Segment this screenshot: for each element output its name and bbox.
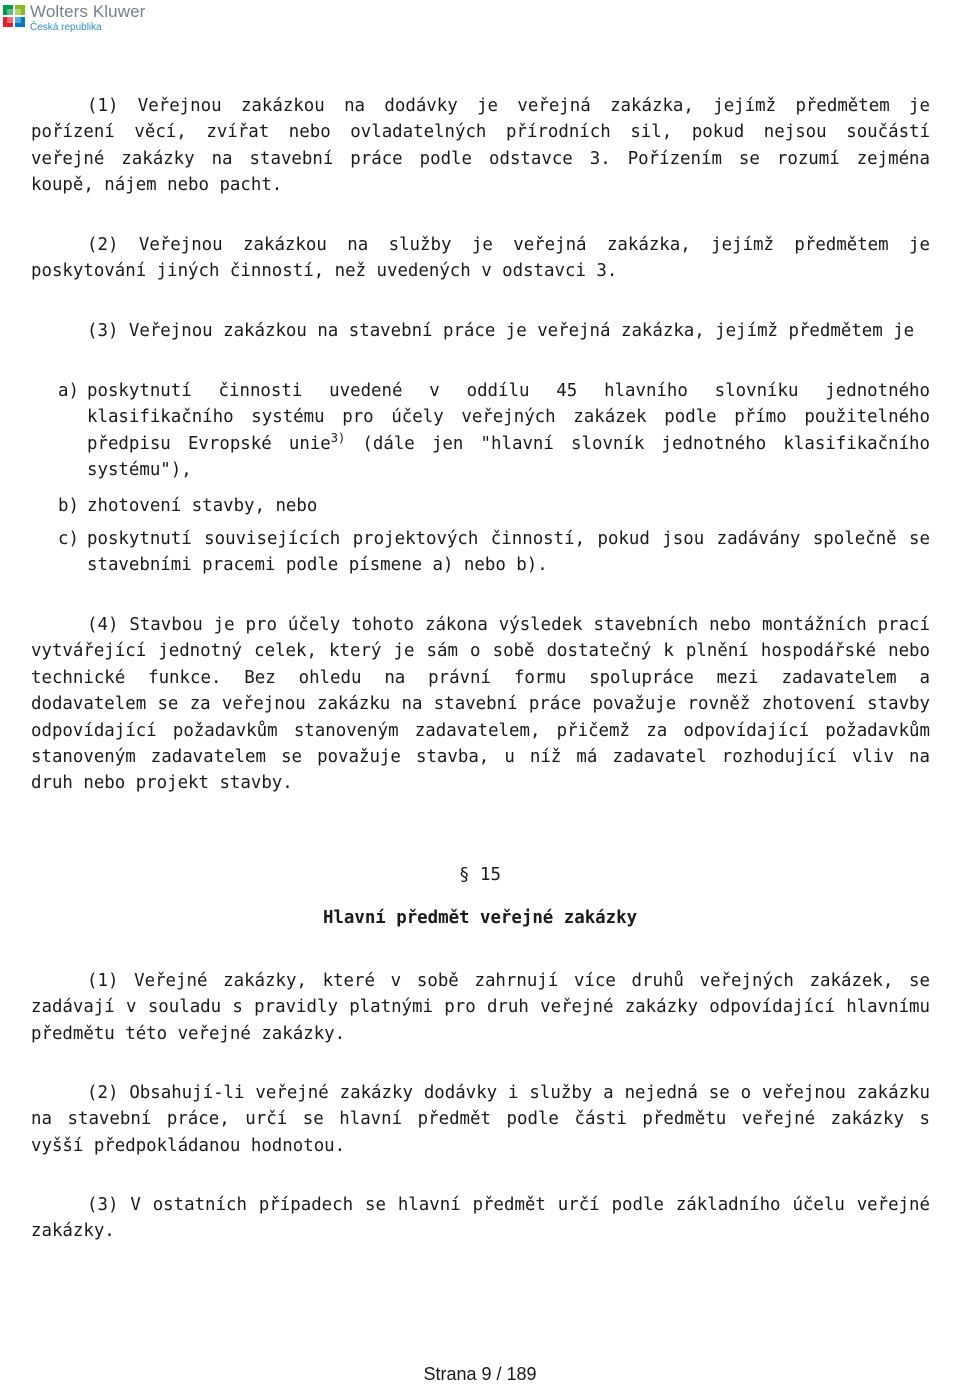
paragraph-15-2: (2) Obsahují-li veřejné zakázky dodávky i služby a nejedná se o veřejnou zakázku na stavební práce, určí se hlavní předmět podle části předmětu veřejné zakázky s vyšší předpokládanou hodnotou. bbox=[31, 1083, 930, 1156]
paragraph-14-3-intro: (3) Veřejnou zakázkou na stavební práce je veřejná zakázka, jejímž předmětem je bbox=[87, 321, 915, 341]
section-number: § 15 bbox=[459, 865, 501, 885]
list-item-b bbox=[58, 493, 930, 519]
list-item-text: poskytnutí souvisejících projektových činností, pokud jsou zadávány společně se stavebními pracemi podle písmene a) nebo b). bbox=[87, 529, 930, 576]
section-title: Hlavní předmět veřejné zakázky bbox=[322, 908, 638, 928]
paragraph-14-1: (1) Veřejnou zakázkou na dodávky je veřejná zakázka, jejímž předmětem je pořízení věcí, zvířat nebo ovladatelných přírodních sil, pokud nejsou součástí veřejné zakázky na stavební práce podle odstavce 3. Pořízením se rozumí zejména koupě, nájem nebo pacht. bbox=[31, 96, 930, 196]
list-marker: a) bbox=[58, 381, 79, 401]
paragraph-15-1: (1) Veřejné zakázky, které v sobě zahrnují více druhů veřejných zakázek, se zadávají v souladu s pravidly platnými pro druh veřejné zakázky odpovídající hlavnímu předmětu této veřejné zakázky. bbox=[31, 971, 930, 1044]
list-item-text: zhotovení stavby, nebo bbox=[87, 496, 318, 516]
footnote-ref[interactable]: 3) bbox=[330, 430, 346, 445]
paragraph-14-2: (2) Veřejnou zakázkou na služby je veřejná zakázka, jejímž předmětem je poskytování jiných činností, než uvedených v odstavci 3. bbox=[31, 235, 930, 282]
list-marker: b) bbox=[58, 496, 79, 516]
paragraph-14-4: (4) Stavbou je pro účely tohoto zákona výsledek stavebních nebo montážních prací vytvářející jednotný celek, který je sám o sobě dostatečný k plnění hospodářské nebo technické funkce. Bez ohledu na právní formu spolupráce mezi zadavatelem a dodavatelem se za veřejnou zakázku na stavební práce považuje rovněž zhotovení stavby odpovídající požadavkům stanoveným zadavatelem, přičemž za odpovídající požadavkům stanoveným zadavatelem se považuje stavba, u níž má zadavatel rozhodující vliv na druh nebo projekt stavby. bbox=[31, 615, 930, 794]
brand-subtitle: Česká republika bbox=[30, 22, 102, 33]
list-item-a bbox=[58, 378, 930, 484]
paragraph-15-3: (3) V ostatních případech se hlavní předmět určí podle základního účelu veřejné zakázky. bbox=[31, 1195, 930, 1242]
list-item-c bbox=[58, 526, 930, 579]
publisher-logo bbox=[3, 3, 145, 35]
wolters-kluwer-logo-icon bbox=[3, 5, 25, 27]
list-marker: c) bbox=[58, 529, 79, 549]
list-item-text: poskytnutí činnosti uvedené v oddílu 45 hlavního slovníku jednotného klasifikačního systému pro účely veřejných zakázek podle přímo použitelného předpisu Evropské unie$^{3)}$ (dále jen "hlavní slovník jednotného klasifikačního systému"), bbox=[87, 381, 930, 481]
brand-name: Wolters Kluwer bbox=[30, 2, 146, 21]
page-number: Strana 9 / 189 bbox=[423, 1364, 537, 1384]
